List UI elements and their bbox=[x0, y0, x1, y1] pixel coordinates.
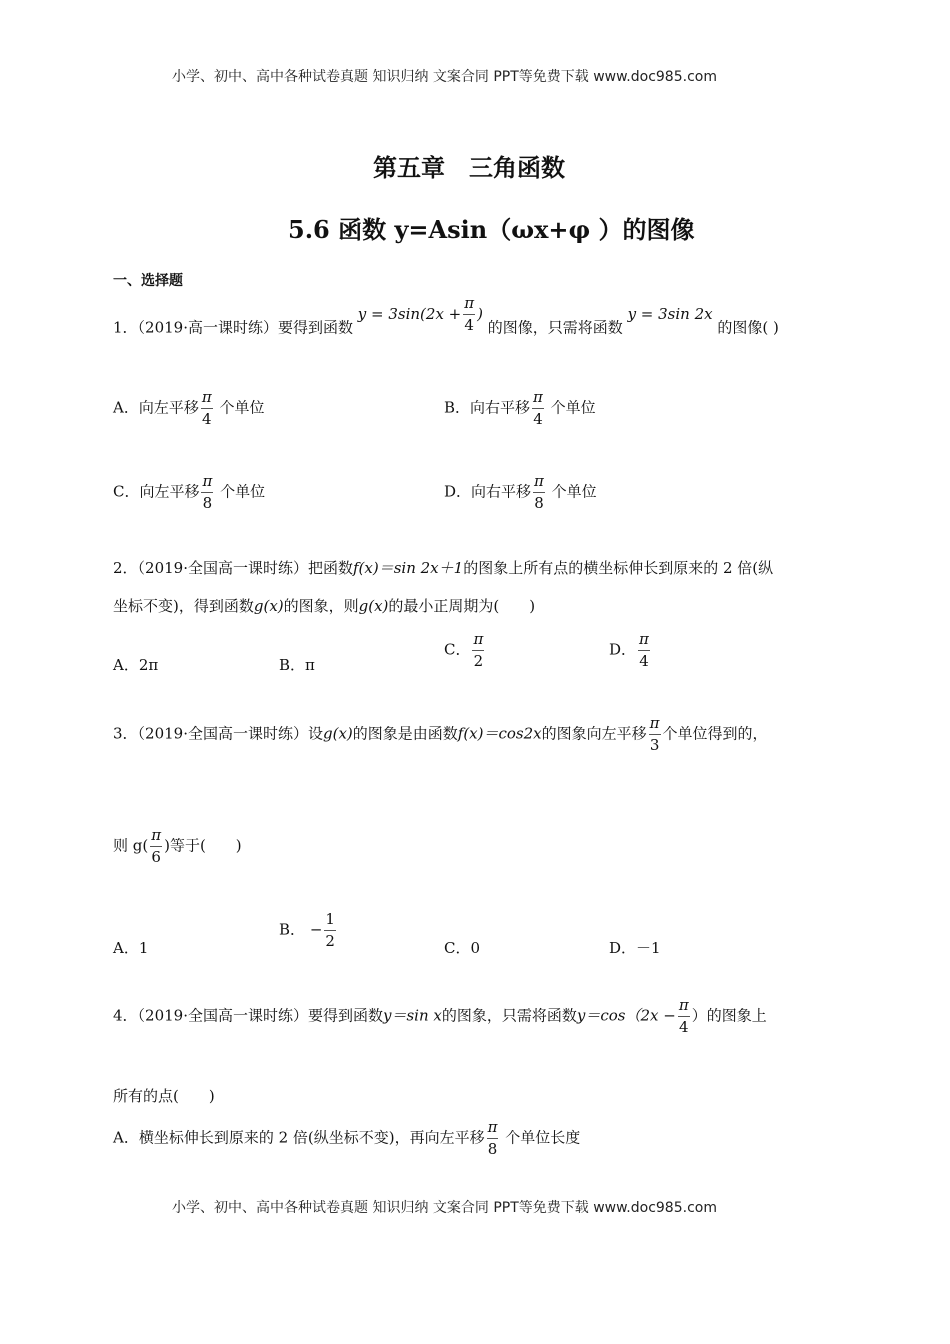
q4-option-a-num: π bbox=[487, 1120, 499, 1139]
q3-line1-e: 的图象向左平移 bbox=[541, 724, 647, 743]
q1-option-a bbox=[113, 390, 265, 427]
q3-shift-den: 3 bbox=[649, 736, 660, 754]
q4-option-a bbox=[113, 1120, 580, 1157]
q2-line1-c: 的图象上所有点的横坐标伸长到原来的 2 倍(纵 bbox=[463, 559, 774, 577]
q1-option-c-num: π bbox=[201, 474, 213, 493]
chapter-title: 第五章 三角函数 bbox=[373, 153, 565, 182]
q2-option-c-fraction bbox=[472, 632, 484, 669]
question-1 bbox=[113, 294, 779, 347]
q1-option-b-num: π bbox=[532, 390, 544, 409]
question-2-line-1 bbox=[113, 557, 773, 578]
q1-option-b-label: B．向右平移 bbox=[444, 398, 531, 417]
q3-option-b-num: 1 bbox=[324, 912, 336, 931]
q2-line2-c: 的图象，则 bbox=[283, 597, 359, 615]
q3-shift-fraction bbox=[649, 716, 661, 753]
q2-option-c-den: 2 bbox=[473, 652, 484, 670]
q2-option-d-label: D． bbox=[609, 640, 637, 659]
section-title: 5.6 函数 y=Asin（ωx+φ ）的图像 bbox=[288, 215, 695, 244]
q1-option-c-unit: 个单位 bbox=[220, 482, 266, 501]
q4-line1-a: 4．（2019·全国高一课时练）要得到函数 bbox=[113, 1006, 383, 1025]
q1-option-c bbox=[113, 474, 265, 511]
q3-option-b-fraction bbox=[324, 912, 336, 949]
q1-option-d-unit: 个单位 bbox=[551, 482, 597, 501]
q1-option-a-den: 4 bbox=[202, 410, 212, 428]
q4-phase-num: π bbox=[678, 998, 690, 1017]
q1-formula-a-left: y = 3sin(2x + bbox=[357, 304, 462, 323]
q4-formula-cos: y＝cos（2x bbox=[576, 1006, 659, 1025]
q1-formula-a-fraction bbox=[463, 296, 475, 333]
q3-option-b-den: 2 bbox=[325, 932, 335, 950]
q3-formula-g: g(x) bbox=[323, 724, 353, 743]
q4-option-a-text: A．横坐标伸长到原来的 2 倍(纵坐标不变)，再向左平移 bbox=[113, 1128, 485, 1147]
q4-option-a-post: 个单位长度 bbox=[505, 1128, 581, 1147]
question-2-line-2 bbox=[113, 595, 535, 616]
q2-option-d-num: π bbox=[638, 632, 650, 651]
q3-option-c: C．0 bbox=[444, 939, 481, 957]
q4-phase-den: 4 bbox=[679, 1018, 689, 1036]
q1-option-b-den: 4 bbox=[533, 410, 543, 428]
q3-option-a: A．1 bbox=[113, 939, 149, 957]
q2-option-c-num: π bbox=[472, 632, 484, 651]
q1-formula-a bbox=[357, 294, 488, 334]
q4-option-a-den: 8 bbox=[487, 1140, 498, 1158]
q4-phase-fraction bbox=[678, 998, 690, 1035]
question-3-line-2 bbox=[113, 828, 242, 865]
q3-arg-fraction bbox=[150, 828, 162, 865]
q1-mid: 的图像，只需将函数 bbox=[487, 318, 623, 337]
q3-option-b-label: B． bbox=[279, 920, 306, 939]
header-banner: 小学、初中、高中各种试卷真题 知识归纳 文案合同 PPT等免费下载 www.doc985.com bbox=[172, 69, 717, 85]
q2-formula-g: g(x) bbox=[253, 597, 284, 615]
q2-option-d-den: 4 bbox=[639, 652, 649, 670]
q3-shift-num: π bbox=[649, 716, 661, 735]
q1-option-c-label: C．向左平移 bbox=[113, 482, 200, 501]
q2-line1-a: 2．（2019·全国高一课时练）把函数 bbox=[113, 559, 353, 577]
q2-option-d-fraction bbox=[638, 632, 650, 669]
q2-formula-f: f(x)＝sin 2x＋1 bbox=[353, 559, 464, 577]
q3-line1-f: 个单位得到的， bbox=[662, 724, 768, 743]
q3-line2-a: 则 g( bbox=[113, 836, 149, 855]
q1-formula-b: y = 3sin 2x bbox=[627, 304, 713, 323]
q1-prefix: 1．（2019·高一课时练）要得到函数 bbox=[113, 318, 353, 337]
q3-formula-f: f(x)＝cos2x bbox=[457, 724, 542, 743]
q2-option-d bbox=[609, 632, 652, 669]
q3-arg-den: 6 bbox=[151, 848, 161, 866]
q1-formula-a-right: ) bbox=[477, 304, 483, 323]
q2-option-c bbox=[444, 632, 486, 669]
q2-formula-g2: g(x) bbox=[358, 597, 389, 615]
q1-option-a-num: π bbox=[201, 390, 213, 409]
q1-option-c-fraction bbox=[201, 474, 213, 511]
q4-option-a-fraction bbox=[487, 1120, 499, 1157]
q1-option-d-fraction bbox=[533, 474, 545, 511]
q3-arg-num: π bbox=[150, 828, 162, 847]
q1-option-a-unit: 个单位 bbox=[219, 398, 265, 417]
q1-option-b-unit: 个单位 bbox=[550, 398, 596, 417]
question-4-line-2: 所有的点( ) bbox=[113, 1087, 215, 1105]
q4-formula-y: y＝sin x bbox=[383, 1006, 442, 1025]
q1-option-b-fraction bbox=[532, 390, 544, 427]
q4-minus: − bbox=[663, 1006, 676, 1025]
q1-option-b bbox=[444, 390, 596, 427]
q2-option-c-label: C． bbox=[444, 640, 471, 659]
q3-option-b bbox=[279, 912, 338, 949]
part-heading: 一、选择题 bbox=[113, 273, 183, 289]
q3-option-b-minus: − bbox=[309, 920, 323, 939]
q3-line1-c: 的图象是由函数 bbox=[352, 724, 458, 743]
footer-banner: 小学、初中、高中各种试卷真题 知识归纳 文案合同 PPT等免费下载 www.doc985.com bbox=[172, 1200, 717, 1216]
q2-line2-a: 坐标不变)，得到函数 bbox=[113, 597, 254, 615]
q1-suffix: 的图像( ) bbox=[717, 318, 779, 337]
q1-option-a-label: A．向左平移 bbox=[113, 398, 199, 417]
q1-option-a-fraction bbox=[201, 390, 213, 427]
q3-line2-b: )等于( ) bbox=[164, 836, 242, 855]
q1-option-d bbox=[444, 474, 597, 511]
q4-line1-c: 的图象，只需将函数 bbox=[441, 1006, 577, 1025]
q3-option-d: D．－1 bbox=[609, 939, 661, 957]
q1-formula-a-num: π bbox=[463, 296, 475, 315]
q4-line1-e: ）的图象上 bbox=[691, 1006, 767, 1025]
q1-option-d-label: D．向右平移 bbox=[444, 482, 532, 501]
q1-option-d-num: π bbox=[533, 474, 545, 493]
q1-formula-a-den: 4 bbox=[464, 316, 474, 334]
question-4-line-1 bbox=[113, 998, 767, 1035]
question-3-line-1 bbox=[113, 716, 768, 753]
q2-option-b: B．π bbox=[279, 656, 315, 674]
q1-option-c-den: 8 bbox=[202, 494, 213, 512]
q2-line2-e: 的最小正周期为( ) bbox=[388, 597, 536, 615]
q1-option-d-den: 8 bbox=[534, 494, 544, 512]
q2-option-a: A．2π bbox=[113, 656, 159, 674]
q3-line1-a: 3．（2019·全国高一课时练）设 bbox=[113, 724, 323, 743]
